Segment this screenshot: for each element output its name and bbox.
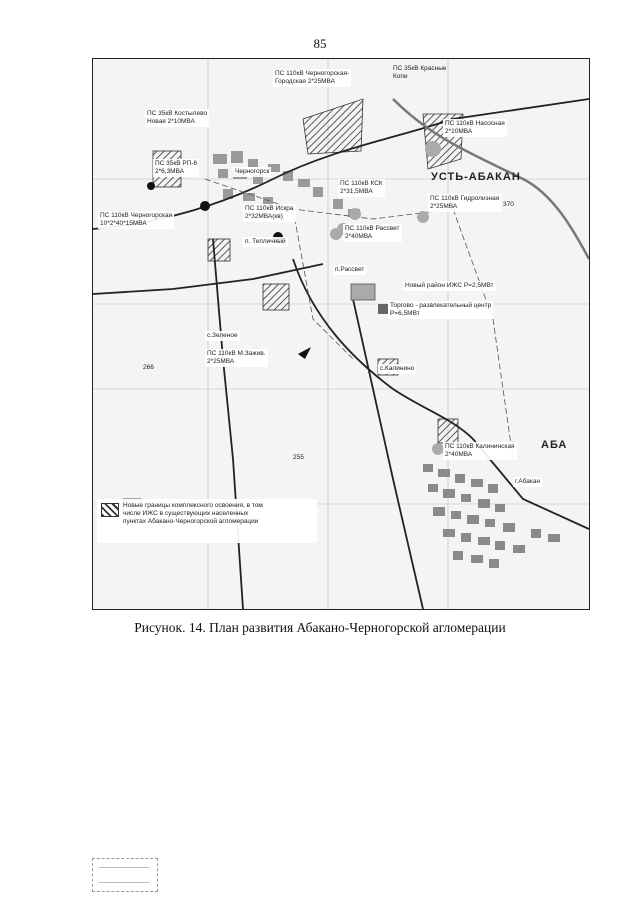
- development-plan-map: [92, 58, 590, 610]
- label-ps-ksk: ПС 110кВ КСК 2*31,5МВА: [340, 180, 383, 195]
- label-ps-krasnye-kopi: ПС 35кВ Красные Копи: [393, 65, 447, 80]
- page-number: 85: [313, 36, 327, 51]
- label-contour-255: 255: [293, 454, 304, 461]
- label-ps-mazhiv: ПС 110кВ М.Зажив. 2*25МВА: [207, 350, 266, 365]
- legend-text: Новые границы комплексного освоения, в том числе ИЖС в существующих населенных пунктах Абакано-Черногорской агломерации: [123, 502, 263, 525]
- label-ps-nasosnaya: ПС 110кВ Насосная 2*10МВА: [445, 120, 505, 135]
- map-legend: [97, 499, 317, 543]
- label-ps-chernogorskaya: ПС 110кВ Черногорская 10*2*40*15МВА: [100, 212, 173, 227]
- label-ps-chernogorskaya-gorodskaya: ПС 110кВ Черногорская- Городская 2*25МВА: [275, 70, 350, 85]
- label-torgovo-razvlekatelnyi-centr: Торгово - развлекательный центр Р=6,5МВт: [390, 302, 492, 317]
- label-ps-rassvet: ПС 110кВ Рассвет 2*40МВА: [345, 225, 400, 240]
- label-ps-kalininskaya: ПС 110кВ Калининская 2*40МВА: [445, 443, 515, 458]
- figure-caption: Рисунок. 14. План развития Абакано-Черногорской агломерации: [134, 620, 506, 635]
- substation-markers: [147, 141, 444, 455]
- label-novyi-raion-izhs: Новый район ИЖС Р=2,5МВт: [405, 282, 494, 289]
- label-ps-rp6: ПС 35кВ РП-6 2*6,3МВА: [155, 160, 198, 175]
- label-abakan-big: АБА: [541, 439, 568, 451]
- label-s-zelenoe: с.Зеленое: [207, 332, 238, 339]
- label-ps-iskra: ПС 110кВ Искра 2*32МВА(кв): [245, 205, 294, 220]
- label-contour-266: 266: [143, 364, 154, 371]
- label-contour-370: 370: [503, 201, 514, 208]
- label-chernogorsk: Черногорск: [235, 168, 270, 175]
- label-p-teplichniy: п. Тепличный: [245, 238, 286, 245]
- label-ps-kostylevo: ПС 35кВ Костылево Новая 2*10МВА: [147, 110, 208, 125]
- label-s-kalinino: с.Калинино: [380, 365, 415, 372]
- label-ps-gidroliznaya: ПС 110кВ Гидролизная 2*25МВА: [430, 195, 500, 210]
- label-g-abakan: г.Абакан: [515, 478, 541, 485]
- label-p-rassvet: п.Рассвет: [335, 266, 365, 273]
- stamp-lines: [99, 867, 149, 883]
- label-ust-abakan: УСТЬ-АБАКАН: [431, 171, 521, 183]
- legend-hatch-swatch: [101, 503, 119, 517]
- document-stamp: [92, 858, 158, 892]
